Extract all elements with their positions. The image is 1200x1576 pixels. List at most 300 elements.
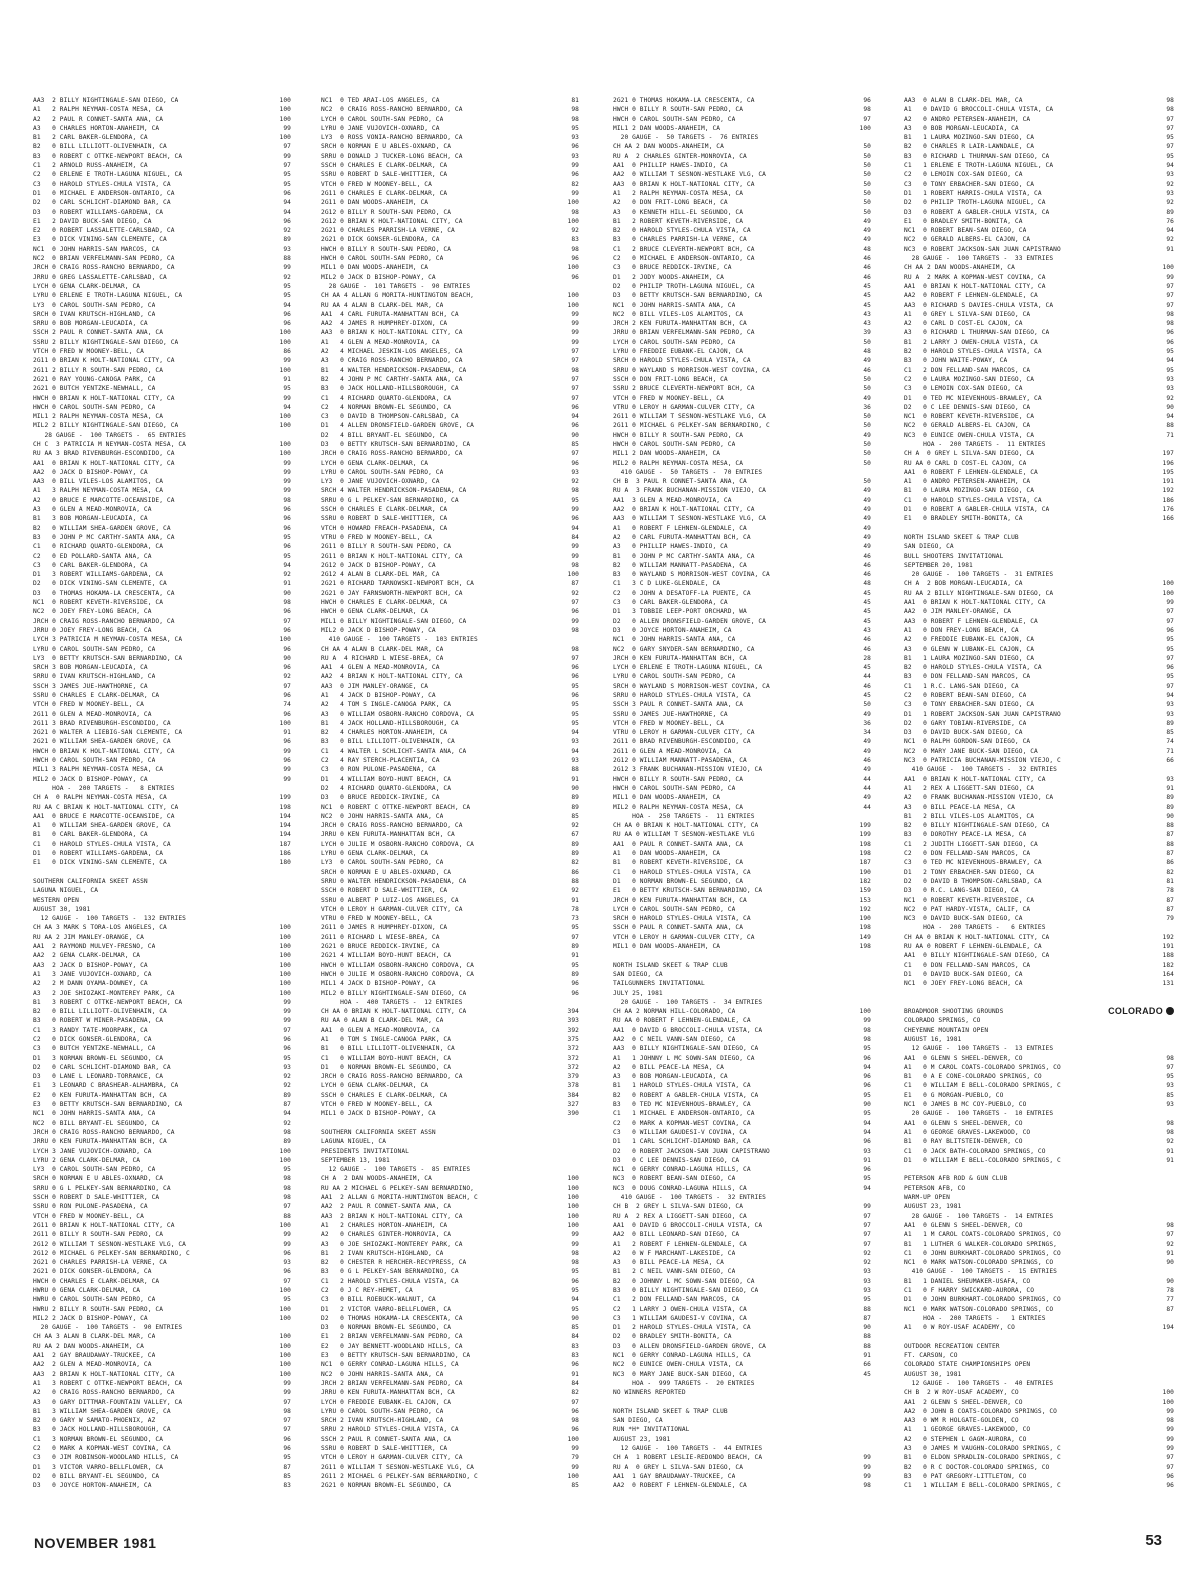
result-line bbox=[33, 1388, 291, 1397]
result-line bbox=[904, 1100, 1174, 1109]
entry-text: MIL2 0 RALPH NEYMAN-COSTA MESA, CA bbox=[613, 459, 744, 467]
result-line bbox=[904, 1370, 1174, 1379]
entry-score: 99 bbox=[283, 747, 291, 755]
entry-text: NC2 0 JOEY FREY-LONG BEACH, CA bbox=[33, 608, 152, 616]
entry-score: 98 bbox=[1166, 1221, 1174, 1229]
result-line bbox=[33, 868, 291, 877]
result-line bbox=[33, 682, 291, 691]
entry-text: NC3 0 DAVID BUCK-SAN DIEGO, CA bbox=[904, 915, 1023, 923]
entry-score: 82 bbox=[571, 859, 579, 867]
entry-score: 186 bbox=[279, 850, 291, 858]
result-line bbox=[613, 933, 871, 942]
result-line bbox=[613, 617, 871, 626]
entry-score: 92 bbox=[283, 273, 291, 281]
entry-text: SSCH 0 DON FRIT-LONG BEACH, CA bbox=[613, 375, 728, 383]
result-line bbox=[613, 1267, 871, 1276]
entry-score: 131 bbox=[1162, 980, 1174, 988]
entry-score: 198 bbox=[279, 803, 291, 811]
entry-text: D2 0 CARL SCHLICHT-DIAMOND BAR, CA bbox=[33, 199, 171, 207]
entry-score: 90 bbox=[283, 654, 291, 662]
result-line bbox=[33, 672, 291, 681]
entry-score: 49 bbox=[863, 357, 871, 365]
result-line bbox=[904, 1054, 1174, 1063]
entry-text: AUGUST 30, 1981 bbox=[33, 905, 91, 913]
entry-text: D3 0 BETTY KRUTSCH-SAN BERNARDINO, CA bbox=[613, 292, 763, 300]
entry-score: 99 bbox=[571, 1231, 579, 1239]
entry-score: 67 bbox=[571, 831, 579, 839]
entry-text: C2 0 MARK A KOPMAN-WEST COVINA, CA bbox=[33, 1445, 171, 1453]
result-line bbox=[904, 1174, 1174, 1183]
result-line bbox=[904, 570, 1174, 579]
entry-text: CH AA 4 ALAN B CLARK-DEL MAR, CA bbox=[321, 645, 444, 653]
result-line bbox=[33, 1184, 291, 1193]
result-line bbox=[321, 505, 579, 514]
entry-text: NC1 0 MARK WATSON-COLORADO SPRINGS, CO bbox=[904, 1305, 1054, 1313]
result-line bbox=[613, 989, 871, 998]
result-line bbox=[321, 542, 579, 551]
entry-score: 48 bbox=[863, 245, 871, 253]
entry-score: 95 bbox=[863, 1175, 871, 1183]
result-line bbox=[613, 115, 871, 124]
result-line bbox=[321, 375, 579, 384]
result-line bbox=[904, 607, 1174, 616]
entry-text: D1 0 NORMAN BROWN-EL SEGUNDO, CA bbox=[321, 1063, 452, 1071]
entry-text: 28 GAUGE - 100 TARGETS - 14 ENTRIES bbox=[904, 1212, 1054, 1220]
entry-score: 44 bbox=[863, 775, 871, 783]
result-line bbox=[613, 1212, 871, 1221]
result-line bbox=[321, 1240, 579, 1249]
entry-text: C2 0 DICK GONSER-GLENDORA, CA bbox=[33, 1035, 152, 1043]
entry-score: 93 bbox=[571, 468, 579, 476]
entry-text: COLORADO SPRINGS, CO bbox=[904, 1017, 981, 1025]
result-line bbox=[613, 1156, 871, 1165]
result-line bbox=[904, 589, 1174, 598]
entry-text: 2G21 0 CHARLES PARRISH-LA VERNE, CA bbox=[321, 227, 455, 235]
entry-score: 92 bbox=[571, 887, 579, 895]
entry-text: C3 0 CARL BAKER-GLENDORA, CA bbox=[33, 561, 148, 569]
result-line bbox=[33, 1026, 291, 1035]
entry-text: C2 0 ROBERT BEAN-SAN DIEGO, CA bbox=[904, 692, 1027, 699]
result-line bbox=[613, 1388, 871, 1397]
result-line bbox=[904, 1128, 1174, 1137]
result-line bbox=[321, 998, 579, 1007]
entry-text: C2 4 NORMAN BROWN-EL SEGUNDO, CA bbox=[321, 403, 452, 411]
result-line bbox=[321, 840, 579, 849]
result-line bbox=[321, 1156, 579, 1165]
result-line bbox=[33, 979, 291, 988]
entry-score: 94 bbox=[1166, 692, 1174, 699]
result-line bbox=[613, 914, 871, 923]
entry-score: 90 bbox=[1166, 403, 1174, 411]
entry-text: AUGUST 23, 1981 bbox=[613, 1435, 671, 1443]
entry-text: AA1 0 PHILLIP HAWES-INDIO, CA bbox=[613, 162, 728, 170]
entry-text: MIL2 0 JACK D BISHOP-POWAY, CA bbox=[33, 775, 148, 783]
entry-score: 95 bbox=[571, 1268, 579, 1276]
entry-score: 96 bbox=[571, 1277, 579, 1285]
result-line bbox=[613, 1165, 871, 1174]
result-line bbox=[33, 849, 291, 858]
result-line bbox=[613, 133, 871, 142]
entry-text: D3 0 R.C. LANG-SAN DIEGO, CA bbox=[904, 887, 1019, 895]
entry-score: 95 bbox=[1166, 645, 1174, 653]
entry-score: 97 bbox=[283, 682, 291, 690]
entry-text: D3 0 BETTY KRUTSCH-SAN BERNARDINO, CA bbox=[321, 440, 471, 448]
entry-score: 98 bbox=[571, 561, 579, 569]
entry-score: 164 bbox=[1162, 970, 1174, 978]
entry-text: NC2 0 GERALD ALBERS-EL CAJON, CA bbox=[904, 236, 1031, 244]
entry-score: 97 bbox=[1166, 1231, 1174, 1239]
entry-text: E1 2 BRIAN VERFELMANN-SAN PEDRO, CA bbox=[321, 1333, 463, 1341]
entry-score: 176 bbox=[1162, 506, 1174, 514]
result-line bbox=[904, 1388, 1174, 1397]
entry-score: 100 bbox=[1162, 589, 1174, 597]
bullet-dot-icon bbox=[1166, 1007, 1174, 1015]
entry-text: B3 0 WAYLAND S MORRISON-WEST COVINA, CA bbox=[613, 571, 770, 579]
entry-score: 97 bbox=[1166, 617, 1174, 625]
entry-score: 96 bbox=[571, 143, 579, 151]
entry-text: AUGUST 16, 1981 bbox=[904, 1035, 962, 1043]
entry-text: D2 0 C LEE DENNIS-SAN DIEGO, CA bbox=[904, 403, 1031, 411]
entry-score: 92 bbox=[1166, 180, 1174, 188]
result-line bbox=[613, 291, 871, 300]
entry-score: 96 bbox=[283, 515, 291, 523]
entry-text: AA3 0 BRIAN K HOLT-NATIONAL CITY, CA bbox=[613, 180, 755, 188]
result-line bbox=[321, 747, 579, 756]
entry-score: 50 bbox=[863, 701, 871, 709]
entry-text: AA3 0 WILLIAM T SESNON-WESTLAKE VLG, CA bbox=[613, 515, 767, 523]
entry-score: 45 bbox=[863, 292, 871, 300]
entry-text: D2 0 ALLEN DRONSFIELD-GARDEN GROVE, CA bbox=[613, 617, 767, 625]
entry-score: 95 bbox=[283, 1454, 291, 1462]
entry-text: VTCH 0 FRED W MOONEY-BELL, CA bbox=[321, 1101, 432, 1109]
entry-text: D2 0 GARY TOBIAN-RIVERSIDE, CA bbox=[904, 719, 1027, 727]
result-line bbox=[321, 496, 579, 505]
entry-text: B1 3 WILLIAM SHEA-GARDEN GROVE, CA bbox=[33, 1407, 171, 1415]
entry-text: NC1 0 TED ARAI-LOS ANGELES, CA bbox=[321, 97, 440, 104]
entry-score: 50 bbox=[863, 338, 871, 346]
entry-text: 12 GAUGE - 100 TARGETS - 132 ENTRIES bbox=[33, 915, 187, 923]
entry-text: AA2 2 PAUL R CONNET-SANTA ANA, CA bbox=[321, 1203, 452, 1211]
entry-score: 99 bbox=[1166, 1435, 1174, 1443]
entry-text: 2G21 0 WILLIAM SHEA-GARDEN GROVE, CA bbox=[33, 738, 171, 746]
result-line bbox=[321, 858, 579, 867]
result-line bbox=[321, 1035, 579, 1044]
entry-text: SRCH 3 BOB MORGAN-LEUCADIA, CA bbox=[33, 664, 148, 672]
result-line bbox=[613, 682, 871, 691]
entry-score: 91 bbox=[571, 775, 579, 783]
entry-score: 97 bbox=[283, 162, 291, 170]
entry-text: NC1 0 JOHN HARRIS-SANTA ANA, CA bbox=[613, 636, 736, 644]
entry-text: CH AA 2 DAN WOODS-ANAHEIM, CA bbox=[613, 143, 724, 151]
entry-text: A1 3 ROBERT C OTTKE-NEWPORT BEACH, CA bbox=[33, 1379, 183, 1387]
entry-text: RU AA 3 BRAD RIVENBURGH-ESCONDIDO, CA bbox=[33, 450, 175, 458]
result-line bbox=[613, 1091, 871, 1100]
result-line bbox=[321, 1212, 579, 1221]
entry-text: B1 0 RAY BLITSTEIN-DENVER, CO bbox=[904, 1138, 1023, 1146]
result-line bbox=[321, 1332, 579, 1341]
entry-score: 89 bbox=[571, 970, 579, 978]
entry-text: B2 0 ROBERT A GABLER-CHULA VISTA, CA bbox=[613, 1091, 759, 1099]
entry-text: C3 0 TONY ERBACHER-SAN DIEGO, CA bbox=[904, 701, 1035, 709]
result-line bbox=[33, 830, 291, 839]
result-line bbox=[321, 914, 579, 923]
entry-text: C1 0 JACK BATH-COLORADO SPRINGS, CO bbox=[904, 1147, 1046, 1155]
entry-score: 92 bbox=[1166, 1138, 1174, 1146]
entry-text: C2 0 ED POLLARD-SANTA ANA, CA bbox=[33, 552, 152, 560]
result-line bbox=[33, 589, 291, 598]
result-line bbox=[321, 737, 579, 746]
entry-score: 49 bbox=[863, 747, 871, 755]
entry-score: 93 bbox=[863, 1147, 871, 1155]
entry-score: 92 bbox=[283, 571, 291, 579]
entry-score: 44 bbox=[863, 784, 871, 792]
entry-score: 188 bbox=[1162, 952, 1174, 960]
entry-score: 50 bbox=[863, 152, 871, 160]
entry-score: 91 bbox=[571, 952, 579, 960]
result-line bbox=[613, 1221, 871, 1230]
result-line bbox=[613, 923, 871, 932]
entry-text: B3 0 RICHARD L THURMAN-SAN DIEGO, CA bbox=[904, 152, 1050, 160]
entry-score: 97 bbox=[1166, 124, 1174, 132]
entry-score: 91 bbox=[1166, 245, 1174, 253]
entry-score: 100 bbox=[279, 115, 291, 123]
entry-score: 45 bbox=[863, 617, 871, 625]
entry-score: 89 bbox=[283, 1091, 291, 1099]
entry-text: RU A 4 RICHARD L WIESE-BREA, CA bbox=[321, 654, 444, 662]
entry-text: SSRU 2 BILLY NIGHTINGALE-SAN DIEGO, CA bbox=[33, 338, 179, 346]
entry-score: 99 bbox=[283, 1231, 291, 1239]
entry-text: HWCH 0 BILLY R SOUTH-SAN PEDRO, CA bbox=[321, 245, 452, 253]
result-line bbox=[904, 533, 1174, 542]
entry-score: 84 bbox=[571, 1333, 579, 1341]
entry-score: 98 bbox=[571, 487, 579, 495]
entry-text: CH A 0 GREY L SILVA-SAN DIEGO, CA bbox=[904, 450, 1035, 458]
entry-score: 96 bbox=[571, 980, 579, 988]
result-line bbox=[33, 765, 291, 774]
entry-score: 99 bbox=[571, 1445, 579, 1453]
entry-text: A1 3 JANE VUJOVICH-OXNARD, CA bbox=[33, 970, 152, 978]
result-line bbox=[613, 1370, 871, 1379]
entry-score: 93 bbox=[1166, 1101, 1174, 1109]
entry-score: 100 bbox=[279, 924, 291, 932]
entry-score: 88 bbox=[1166, 840, 1174, 848]
result-line bbox=[613, 626, 871, 635]
result-line bbox=[321, 1137, 579, 1146]
entry-text: AA2 0 JOHN B COATS-COLORADO SPRINGS, CO bbox=[904, 1407, 1058, 1415]
entry-score: 166 bbox=[1162, 515, 1174, 523]
entry-score: 49 bbox=[863, 533, 871, 541]
result-line bbox=[321, 338, 579, 347]
result-line bbox=[33, 394, 291, 403]
entry-text: C3 0 TONY ERBACHER-SAN DIEGO, CA bbox=[904, 180, 1035, 188]
entry-text: B2 0 BILLY NIGHTINGALE-SAN DIEGO, CA bbox=[904, 822, 1050, 830]
entry-text: LAGUNA NIGUEL, CA bbox=[321, 1138, 387, 1146]
result-line bbox=[321, 1230, 579, 1239]
result-line bbox=[321, 245, 579, 254]
entry-text: 20 GAUGE - 50 TARGETS - 76 ENTRIES bbox=[613, 134, 759, 142]
entry-score: 46 bbox=[863, 552, 871, 560]
entry-text: NC1 0 JOHN HARRIS-SANTA ANA, CA bbox=[613, 301, 736, 309]
entry-text: C1 2 ARNOLD RUSS-ANAHEIM, CA bbox=[33, 162, 148, 170]
entry-text: 2G11 2 BILLY R SOUTH-SAN PEDRO, CA bbox=[33, 366, 164, 374]
entry-score: 199 bbox=[859, 831, 871, 839]
entry-text: C3 0 BRUCE REDDICK-IRVINE, CA bbox=[613, 264, 732, 272]
entry-score: 95 bbox=[283, 385, 291, 393]
entry-score: 43 bbox=[863, 310, 871, 318]
entry-text: AA3 2 JACK D BISHOP-POWAY, CA bbox=[33, 961, 148, 969]
entry-text: A2 0 DON FRIT-LONG BEACH, CA bbox=[613, 199, 728, 207]
entry-text: MIL1 0 DAN WOODS-ANAHEIM, CA bbox=[613, 943, 721, 951]
entry-score: 89 bbox=[571, 803, 579, 811]
result-line bbox=[613, 1425, 871, 1434]
entry-text: 20 GAUGE - 100 TARGETS - 90 ENTRIES bbox=[33, 1324, 183, 1332]
entry-score: 98 bbox=[1166, 1417, 1174, 1425]
entry-score: 191 bbox=[1162, 478, 1174, 486]
entry-score: 96 bbox=[1166, 329, 1174, 337]
entry-score: 100 bbox=[279, 450, 291, 458]
result-line bbox=[904, 737, 1174, 746]
result-line bbox=[321, 784, 579, 793]
entry-score: 49 bbox=[863, 506, 871, 514]
entry-text: 410 GAUGE - 50 TARGETS - 70 ENTRIES bbox=[613, 468, 763, 476]
result-line bbox=[613, 1351, 871, 1360]
result-line bbox=[321, 700, 579, 709]
entry-score: 98 bbox=[1166, 310, 1174, 318]
entry-text: JRCH 0 CRAIG ROSS-RANCHO BERNARDO, CA bbox=[321, 822, 463, 830]
entry-score: 100 bbox=[567, 1194, 579, 1202]
result-line bbox=[613, 1472, 871, 1481]
result-line bbox=[904, 1453, 1174, 1462]
entry-text: RU A 0 GREY L SILVA-SAN DIEGO, CA bbox=[613, 1463, 744, 1471]
entry-score: 100 bbox=[279, 970, 291, 978]
entry-score: 98 bbox=[283, 599, 291, 607]
result-line bbox=[33, 1044, 291, 1053]
entry-score: 91 bbox=[571, 896, 579, 904]
entry-text: A3 2 JOE SHIOZAKI-MONTEREY PARK, CA bbox=[33, 989, 175, 997]
entry-score: 89 bbox=[283, 1138, 291, 1146]
result-line bbox=[33, 524, 291, 533]
entry-text: A2 0 W F MARCHANT-LAKESIDE, CA bbox=[613, 1249, 736, 1257]
entry-score: 97 bbox=[1166, 301, 1174, 309]
result-line bbox=[33, 1147, 291, 1156]
result-line bbox=[321, 561, 579, 570]
entry-text: E1 3 LEONARD C BRASHEAR-ALHAMBRA, CA bbox=[33, 1082, 179, 1090]
entry-score: 190 bbox=[859, 868, 871, 876]
entry-text: B1 3 ROBERT C OTTKE-NEWPORT BEACH, CA bbox=[33, 998, 183, 1006]
result-line bbox=[33, 505, 291, 514]
entry-text: AUGUST 30, 1981 bbox=[904, 1370, 962, 1378]
entry-score: 49 bbox=[863, 487, 871, 495]
result-line bbox=[613, 161, 871, 170]
result-line bbox=[33, 161, 291, 170]
entry-text: E3 0 BETTY KRUTSCH-SAN BERNARDINO, CA bbox=[321, 1352, 471, 1360]
entry-text: RU A 2 CHARLES GINTER-MONROVIA, CA bbox=[613, 152, 747, 160]
entry-score: 96 bbox=[283, 608, 291, 616]
entry-text: LYRU 0 CAROL SOUTH-SAN PEDRO, CA bbox=[321, 1407, 444, 1415]
entry-score: 97 bbox=[863, 1212, 871, 1220]
entry-score: 100 bbox=[279, 1361, 291, 1369]
result-line bbox=[613, 589, 871, 598]
entry-text: NC1 0 GERRY CONRAD-LAGUNA HILLS, CA bbox=[321, 1361, 459, 1369]
entry-text: A3 0 KENNETH HILL-EL SEGUNDO, CA bbox=[613, 208, 744, 216]
results-column-4 bbox=[904, 96, 1174, 1496]
entry-text: VTRU 0 LEROY H GARMAN-CULVER CITY, CA bbox=[613, 729, 755, 737]
entry-score: 98 bbox=[863, 1035, 871, 1043]
entry-score: 100 bbox=[279, 338, 291, 346]
result-line bbox=[321, 1277, 579, 1286]
result-line bbox=[904, 1063, 1174, 1072]
entry-score: 95 bbox=[283, 1166, 291, 1174]
entry-text: B1 0 ROBERT KEVETH-RIVERSIDE, CA bbox=[613, 859, 744, 867]
entry-score: 192 bbox=[1162, 487, 1174, 495]
entry-text: A1 4 JACK D BISHOP-POWAY, CA bbox=[321, 692, 436, 699]
result-line bbox=[613, 403, 871, 412]
result-line bbox=[904, 1202, 1174, 1211]
entry-text: D1 0 MICHAEL E ANDERSON-ONTARIO, CA bbox=[33, 189, 175, 197]
entry-score: 95 bbox=[283, 1054, 291, 1062]
result-line bbox=[33, 366, 291, 375]
result-line bbox=[33, 245, 291, 254]
entry-text: C1 0 HAROLD STYLES-CHULA VISTA, CA bbox=[904, 496, 1042, 504]
entry-score: 50 bbox=[863, 440, 871, 448]
entry-text: HOA - 200 TARGETS - 11 ENTRIES bbox=[904, 440, 1046, 448]
entry-text: C1 3 C D LUKE-GLENDALE, CA bbox=[613, 580, 721, 588]
result-line bbox=[904, 710, 1174, 719]
entry-score: 99 bbox=[863, 1017, 871, 1025]
result-line bbox=[904, 719, 1174, 728]
entry-score: 99 bbox=[283, 264, 291, 272]
entry-text: NC3 0 ROBERT JACKSON-SAN JUAN CAPISTRANO bbox=[904, 245, 1061, 253]
entry-score: 99 bbox=[283, 468, 291, 476]
result-line bbox=[33, 282, 291, 291]
result-line bbox=[904, 486, 1174, 495]
result-line bbox=[33, 942, 291, 951]
result-line bbox=[613, 431, 871, 440]
result-line bbox=[613, 1305, 871, 1314]
entry-score: 45 bbox=[863, 282, 871, 290]
result-line bbox=[613, 170, 871, 179]
entry-text: VTRU 0 FRED W MOONEY-BELL, CA bbox=[321, 915, 432, 923]
entry-text: C2 0 MARK A KOPMAN-WEST COVINA, CA bbox=[613, 1119, 751, 1127]
entry-score: 95 bbox=[283, 171, 291, 179]
result-line bbox=[904, 1314, 1174, 1323]
entry-text: VTRU 0 LEROY H GARMAN-CULVER CITY, CA bbox=[613, 403, 755, 411]
result-line bbox=[904, 1035, 1174, 1044]
entry-text: RU AA 0 WILLIAM T SESNON-WESTLAKE VLG bbox=[613, 831, 755, 839]
entry-text: MIL1 2 DAN WOODS-ANAHEIM, CA bbox=[613, 450, 721, 458]
result-line bbox=[613, 598, 871, 607]
result-line bbox=[904, 115, 1174, 124]
entry-text: AA1 0 PAUL R CONNET-SANTA ANA, CA bbox=[613, 840, 744, 848]
entry-text: C1 1 R.C. LANG-SAN DIEGO, CA bbox=[904, 682, 1019, 690]
entry-text: AA1 0 ROBERT F LEHNEN-GLENDALE, CA bbox=[904, 468, 1038, 476]
entry-text: SSRU 2 BRUCE CLEVERTH-NEWPORT BCH, CA bbox=[613, 385, 755, 393]
result-line bbox=[904, 245, 1174, 254]
result-line bbox=[33, 1360, 291, 1369]
entry-score: 92 bbox=[283, 227, 291, 235]
result-line bbox=[321, 970, 579, 979]
entry-text: D1 1 ROBERT HARRIS-CHULA VISTA, CA bbox=[904, 189, 1042, 197]
result-line bbox=[33, 970, 291, 979]
result-line bbox=[904, 403, 1174, 412]
entry-score: 96 bbox=[571, 1426, 579, 1434]
entry-score: 98 bbox=[1166, 1128, 1174, 1136]
entry-text: RUN *H* INVITATIONAL bbox=[613, 1426, 690, 1434]
entry-text: A3 0 BILL PEACE-LA MESA, CA bbox=[904, 803, 1015, 811]
entry-text: A2 0 CRAIG ROSS-RANCHO BERNARDO, CA bbox=[33, 1389, 175, 1397]
entry-text: NC2 0 CRAIG ROSS-RANCHO BERNARDO, CA bbox=[321, 106, 463, 114]
entry-score: 99 bbox=[571, 617, 579, 625]
